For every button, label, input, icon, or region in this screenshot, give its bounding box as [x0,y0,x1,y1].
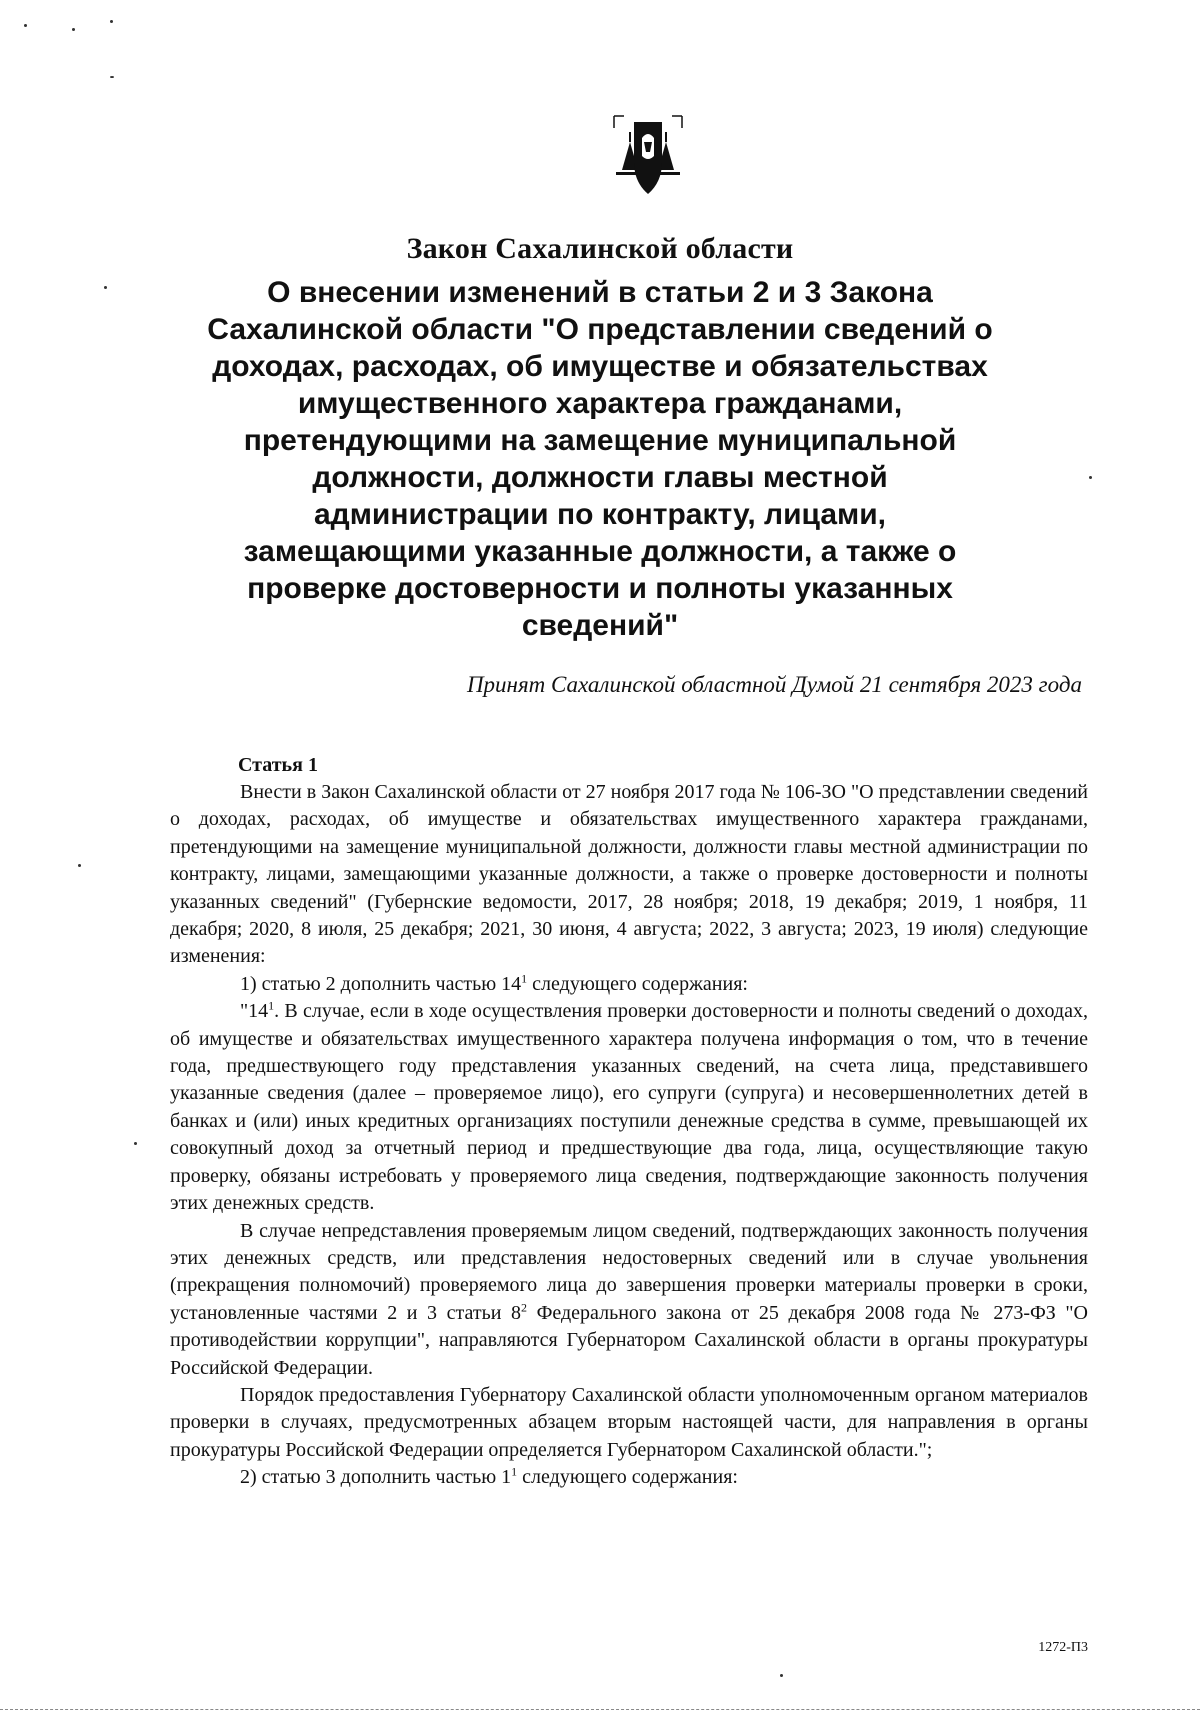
scan-speck [104,286,107,289]
paragraph: "$14^1$. В случае, если в ходе осуществления проверки достоверности и полноты сведений о доходах, об имуществе и обязательствах имущественного характера получена информация о том, что в течение года, предшествующего году представления указанных сведений, на счета лица, представившего указанные сведения (далее – проверяемое лицо), его супруги (супруга) и несовершеннолетних детей в банках и (или) иных кредитных организациях поступили денежные средства в сумме, превышающей их совокупный доход за отчетный период и предшествующие два года, лица, осуществляющие такую проверку, обязаны истребовать у проверяемого лица сведения, подтверждающие законность получения этих денежных средств. [170,998,1088,1215]
bottom-divider [0,1709,1200,1710]
adoption-note: Принят Сахалинской областной Думой 21 сентября 2023 года [466,672,1082,697]
coat-of-arms-icon [608,112,688,200]
document-title: О внесении изменений в статьи 2 и 3 Закона Сахалинской области "О представлении сведений о доходах, расходах, об имуществе и обязательствах имущественного характера гражданами, претендующими на замещение муниципальной должности, должности главы местной администрации по контракту, лицами, замещающими указанные должности, а также о проверке достоверности и полноты указанных сведений" [207,276,993,642]
document-body [170,752,1088,1492]
scan-speck [110,76,114,78]
scan-speck [72,28,75,31]
document-type: Закон Сахалинской области [406,232,794,265]
article-heading: Статья 1 [238,754,318,776]
scan-speck [78,864,81,867]
scan-speck [780,1674,783,1677]
document-code: 1272-П3 [1038,1640,1088,1655]
scan-speck [1089,476,1092,479]
paragraph: Порядок предоставления Губернатору Сахалинской области уполномоченным органом материалов проверки в случаях, предусмотренных абзацем вторым настоящей части, для направления в органы прокуратуры Российской Федерации определяется Губернатором Сахалинской области."; [170,1383,1088,1461]
paragraph: 1) статью 2 дополнить частью $14^1$ следующего содержания: [240,971,748,995]
scan-speck [24,24,27,27]
paragraph: 2) статью 3 дополнить частью $1^1$ следующего содержания: [240,1464,738,1489]
scan-speck [110,20,113,23]
scan-speck [134,1142,137,1145]
paragraph: В случае непредставления проверяемым лицом сведений, подтверждающих законность получения этих денежных средств, или представления недостоверных сведений или в случае увольнения (прекращения полномочий) проверяемого лица до завершения проверки материалы проверки в сроки, установленные частями 2 и 3 статьи $8^2$ Федерального закона от 25 декабря 2008 года № 273-ФЗ "О противодействии коррупции", направляются Губернатором Сахалинской области в органы прокуратуры Российской Федерации. [170,1219,1088,1379]
paragraph: Внести в Закон Сахалинской области от 27 ноября 2017 года № 106-ЗО "О представлении сведений о доходах, расходах, об имуществе и обязательствах имущественного характера гражданами, претендующими на замещение муниципальной должности, должности главы местной администрации по контракту, лицами, замещающими указанные должности, а также о проверке достоверности и полноты указанных сведений" (Губернские ведомости, 2017, 28 ноября; 2018, 19 декабря; 2019, 1 ноября, 11 декабря; 2020, 8 июля, 25 декабря; 2021, 30 июня, 4 августа; 2022, 3 августа; 2023, 19 июля) следующие изменения: [170,781,1088,968]
